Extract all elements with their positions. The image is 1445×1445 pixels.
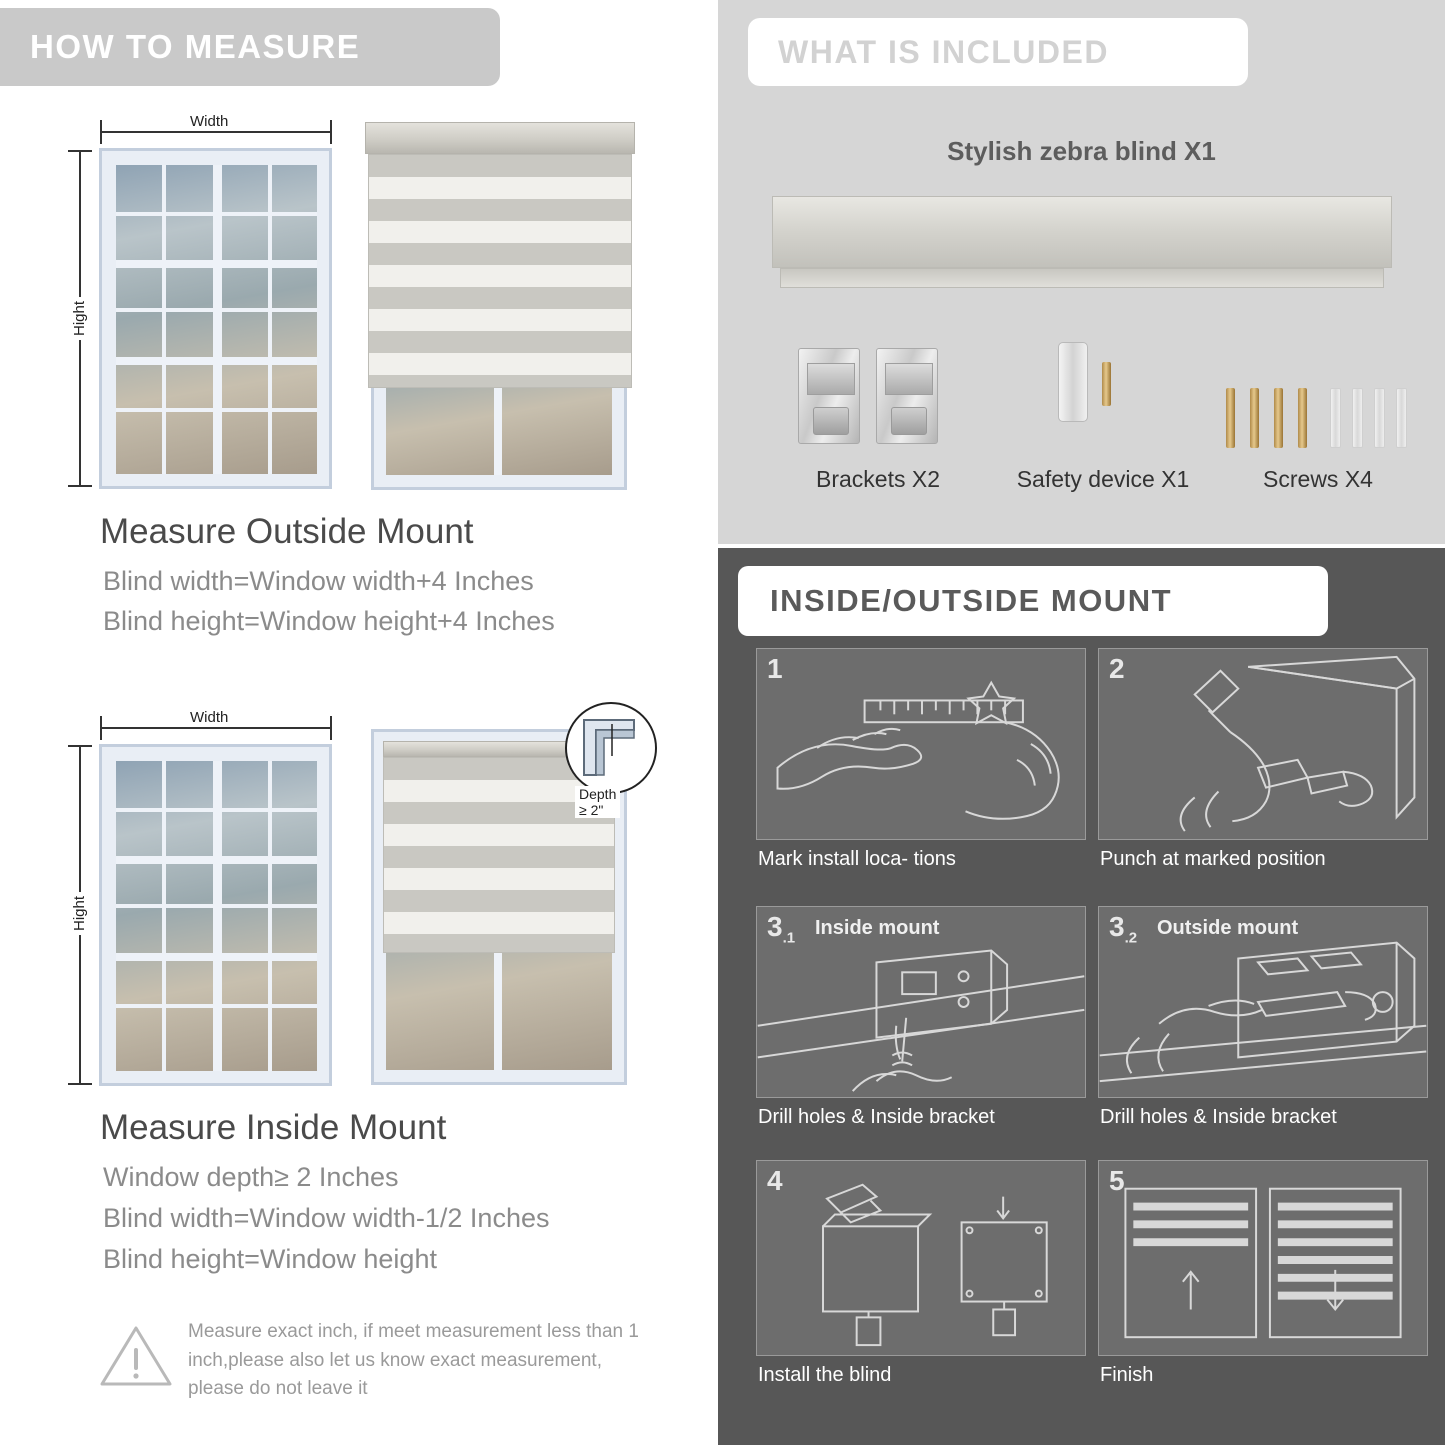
- mark-install-locations-sketch: [757, 649, 1085, 839]
- part-label-brackets: Brackets X2: [816, 466, 940, 492]
- how-to-measure-banner: [0, 8, 500, 86]
- inside-outside-mount-banner-label: INSIDE/OUTSIDE MOUNT: [770, 583, 1173, 618]
- step-card-3-2: [1098, 906, 1428, 1098]
- inside-outside-mount-banner: [738, 566, 1328, 636]
- bracket-icon-2: [876, 348, 938, 444]
- step-number-3-1: $3_{.1}$: [767, 911, 796, 947]
- step-card-5: [1098, 1160, 1428, 1356]
- outside-mount-line2: Blind height=Window height+4 Inches: [103, 606, 555, 636]
- zebra-blind-headrail: [772, 196, 1392, 268]
- anchor-icon-2: [1352, 388, 1363, 448]
- step-caption-3-1: Drill holes & Inside bracket: [758, 1106, 995, 1128]
- step-number-5: 5: [1109, 1165, 1125, 1196]
- inside-height-tick-top: [68, 745, 92, 747]
- screw-icon-2: [1250, 388, 1259, 448]
- how-to-measure-banner-label: HOW TO MEASURE: [30, 28, 361, 65]
- inside-outside-mount-panel: [718, 548, 1445, 1445]
- anchor-icon-1: [1330, 388, 1341, 448]
- what-is-included-banner: [748, 18, 1248, 86]
- outside-width-label: Width: [186, 113, 232, 130]
- measurement-warning-text: Measure exact inch, if meet measurement less than 1 inch,please also let us know exact measurement, please do not leave it: [188, 1321, 639, 1399]
- outside-height-tick-bottom: [68, 485, 92, 487]
- outside-mount-line1: Blind width=Window width+4 Inches: [103, 566, 534, 596]
- step-caption-3-2: Drill holes & Inside bracket: [1100, 1106, 1337, 1128]
- inside-width-tick-right: [330, 716, 332, 740]
- step-caption-5: Finish: [1100, 1364, 1154, 1386]
- step-caption-2: Punch at marked position: [1100, 848, 1326, 870]
- part-label-safety-device: Safety device X1: [1016, 466, 1190, 492]
- how-to-measure-panel: [0, 0, 712, 1445]
- install-blind-sketch: [757, 1161, 1085, 1355]
- inside-mount-drill-sketch: [757, 907, 1085, 1097]
- step-card-1: [756, 648, 1086, 840]
- step-number-1: 1: [767, 653, 783, 684]
- outside-blind-fabric: [368, 154, 632, 388]
- outside-mount-drill-sketch: [1099, 907, 1427, 1097]
- inside-mount-line2: Blind width=Window width-1/2 Inches: [103, 1203, 550, 1233]
- what-is-included-panel: [718, 0, 1445, 548]
- outside-window-frame: [99, 148, 332, 489]
- inside-window-glass: [116, 761, 317, 1071]
- step-number-2: 2: [1109, 653, 1125, 684]
- screw-icon-3: [1274, 388, 1283, 448]
- anchor-icon-4: [1396, 388, 1407, 448]
- step-number-3-2: $3_{.2}$: [1109, 911, 1138, 947]
- screw-icon-4: [1298, 388, 1307, 448]
- step-inline-label-outside-mount: Outside mount: [1157, 917, 1299, 939]
- main-item-label: Stylish zebra blind X1: [947, 136, 1216, 166]
- inside-depth-label: Depth ≥ 2": [575, 786, 620, 818]
- screw-icon-1: [1226, 388, 1235, 448]
- bracket-icon-1: [798, 348, 860, 444]
- step-card-3-1: [756, 906, 1086, 1098]
- part-label-screws: Screws X4: [1263, 466, 1373, 492]
- anchor-icon-3: [1374, 388, 1385, 448]
- outside-height-tick-top: [68, 150, 92, 152]
- outside-width-tick-left: [100, 120, 102, 144]
- step-card-2: [1098, 648, 1428, 840]
- safety-device-icon: [1058, 342, 1088, 422]
- outside-width-dim-line: [100, 131, 330, 133]
- inside-window-frame: [99, 744, 332, 1086]
- finish-sketch: [1099, 1161, 1427, 1355]
- outside-height-label: Hight: [71, 297, 88, 340]
- step-caption-4: Install the blind: [758, 1364, 892, 1386]
- inside-height-tick-bottom: [68, 1083, 92, 1085]
- outside-window-glass: [116, 165, 317, 474]
- outside-blind-headrail: [365, 122, 635, 154]
- inside-width-tick-left: [100, 716, 102, 740]
- outside-mount-title: Measure Outside Mount: [100, 512, 474, 551]
- punch-marked-position-sketch: [1099, 649, 1427, 839]
- inside-mount-line3: Blind height=Window height: [103, 1244, 437, 1274]
- inside-mount-line1: Window depth≥ 2 Inches: [103, 1162, 399, 1192]
- inside-width-label: Width: [186, 709, 232, 726]
- outside-width-tick-right: [330, 120, 332, 144]
- step-inline-label-inside-mount: Inside mount: [815, 917, 940, 939]
- what-is-included-banner-label: WHAT IS INCLUDED: [778, 33, 1109, 70]
- step-card-4: [756, 1160, 1086, 1356]
- safety-device-screw-icon: [1102, 362, 1111, 406]
- inside-height-label: Hight: [71, 892, 88, 935]
- inside-width-dim-line: [100, 727, 330, 729]
- zebra-blind-headrail-lip: [780, 268, 1384, 288]
- warning-triangle-icon: [100, 1324, 172, 1388]
- step-number-4: 4: [767, 1165, 783, 1196]
- step-caption-1: Mark install loca- tions: [758, 848, 956, 870]
- inside-mount-title: Measure Inside Mount: [100, 1108, 447, 1147]
